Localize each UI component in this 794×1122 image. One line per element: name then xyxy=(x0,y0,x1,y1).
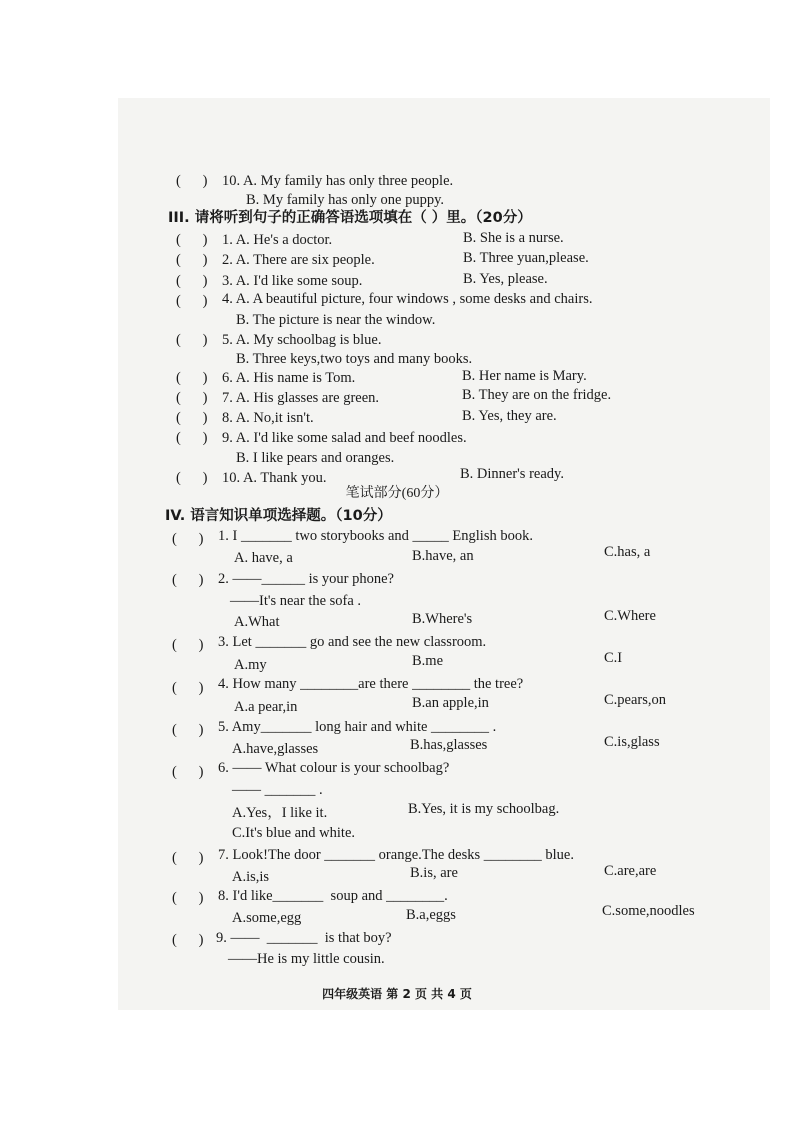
choice-c: C.Where xyxy=(604,608,656,624)
option-a: 9. A. I'd like some salad and beef noodles. xyxy=(222,430,467,446)
choice-b: B.an apple,in xyxy=(412,695,489,711)
question-text: 5. Amy_______ long hair and white ________ . xyxy=(218,719,497,735)
choice-b: B.have, an xyxy=(412,548,474,564)
paren: ( ) xyxy=(172,932,204,948)
paren: ( ) xyxy=(176,232,208,248)
written-part-title: 笔试部分(60分） xyxy=(345,486,449,501)
choice-a: A.is,is xyxy=(232,869,270,885)
choice-a: A.have,glasses xyxy=(232,741,319,757)
option-b: B. Yes, they are. xyxy=(462,408,557,424)
option-b: B. The picture is near the window. xyxy=(236,312,436,328)
paren: ( ) xyxy=(176,332,208,348)
question-response: —— _______ . xyxy=(232,782,323,798)
option-b: B. Yes, please. xyxy=(463,271,548,287)
option-b: B. Her name is Mary. xyxy=(462,368,587,384)
option-a: 7. A. His glasses are green. xyxy=(222,390,380,406)
question-option-a: 10. A. My family has only three people. xyxy=(222,173,454,189)
option-a: 4. A. A beautiful picture, four windows , some desks and chairs. xyxy=(222,291,593,307)
paren: ( ) xyxy=(172,764,204,780)
question-text: 6. —— What colour is your schoolbag? xyxy=(218,760,450,776)
option-a: 8. A. No,it isn't. xyxy=(222,410,314,426)
paren: ( ) xyxy=(172,637,204,653)
paren: ( ) xyxy=(172,722,204,738)
choice-a: A.my xyxy=(234,657,267,673)
option-b: B. She is a nurse. xyxy=(463,230,564,246)
choice-b: B.a,eggs xyxy=(406,907,456,923)
paren: ( ) xyxy=(172,680,204,696)
question-text: 7. Look!The door _______ orange.The desks ________ blue. xyxy=(218,847,574,863)
question-text: 2. ——______ is your phone? xyxy=(218,571,394,587)
option-a: 2. A. There are six people. xyxy=(222,252,375,268)
paren: ( ) xyxy=(172,572,204,588)
option-b: B. They are on the fridge. xyxy=(462,387,612,403)
question-response: ——He is my little cousin. xyxy=(228,951,385,967)
paren: ( ) xyxy=(176,273,208,289)
choice-c: C.It's blue and white. xyxy=(232,825,356,841)
page-footer: 四年级英语 第 2 页 共 4 页 xyxy=(322,987,472,1001)
option-a: 10. A. Thank you. xyxy=(222,470,327,486)
question-text: 4. How many ________are there ________ the tree? xyxy=(218,676,524,692)
choice-b: B.is, are xyxy=(410,865,458,881)
option-b: B. Three keys,two toys and many books. xyxy=(236,351,473,367)
option-a: 5. A. My schoolbag is blue. xyxy=(222,332,382,348)
choice-c: C.some,noodles xyxy=(602,903,695,919)
question-text: 3. Let _______ go and see the new classroom. xyxy=(218,634,487,650)
option-a: 1. A. He's a doctor. xyxy=(222,232,333,248)
choice-b: B.has,glasses xyxy=(410,737,488,753)
choice-c: C.pears,on xyxy=(604,692,667,708)
option-a: 6. A. His name is Tom. xyxy=(222,370,356,386)
question-text: 9. —— _______ is that boy? xyxy=(216,930,392,946)
choice-c: C.is,glass xyxy=(604,734,660,750)
paren: ( ) xyxy=(176,293,208,309)
section-iv-heading: IV. 语言知识单项选择题。（10分） xyxy=(165,508,392,524)
question-response: ——It's near the sofa . xyxy=(230,593,362,609)
choice-c: C.are,are xyxy=(604,863,657,879)
paren: ( ) xyxy=(176,430,208,446)
paren: ( ) xyxy=(172,531,204,547)
choice-c: C.has, a xyxy=(604,544,651,560)
paren: ( ) xyxy=(176,370,208,386)
choice-a: A.a pear,in xyxy=(234,699,298,715)
option-a: 3. A. I'd like some soup. xyxy=(222,273,363,289)
section-iii-heading: III. 请将听到句子的正确答语选项填在（ ）里。（20分） xyxy=(168,210,532,226)
paren: ( ) xyxy=(176,252,208,268)
question-option-b: B. My family has only one puppy. xyxy=(246,192,445,208)
paren: ( ) xyxy=(176,390,208,406)
paren: ( ) xyxy=(176,173,208,189)
choice-b: B.me xyxy=(412,653,444,669)
choice-b: B.Where's xyxy=(412,611,473,627)
option-b: B. Dinner's ready. xyxy=(460,466,564,482)
paren: ( ) xyxy=(176,470,208,486)
choice-c: C.I xyxy=(604,650,623,666)
choice-a: A.Yes，I like it. xyxy=(232,805,328,821)
choice-a: A.some,egg xyxy=(232,910,302,926)
paren: ( ) xyxy=(172,890,204,906)
question-text: 1. I _______ two storybooks and _____ English book. xyxy=(218,528,533,544)
choice-a: A. have, a xyxy=(234,550,293,566)
paren: ( ) xyxy=(172,850,204,866)
option-b: B. Three yuan,please. xyxy=(463,250,589,266)
paren: ( ) xyxy=(176,410,208,426)
choice-b: B.Yes, it is my schoolbag. xyxy=(408,801,560,817)
question-text: 8. I'd like_______ soup and ________. xyxy=(218,888,448,904)
option-b: B. I like pears and oranges. xyxy=(236,450,395,466)
choice-a: A.What xyxy=(234,614,280,630)
